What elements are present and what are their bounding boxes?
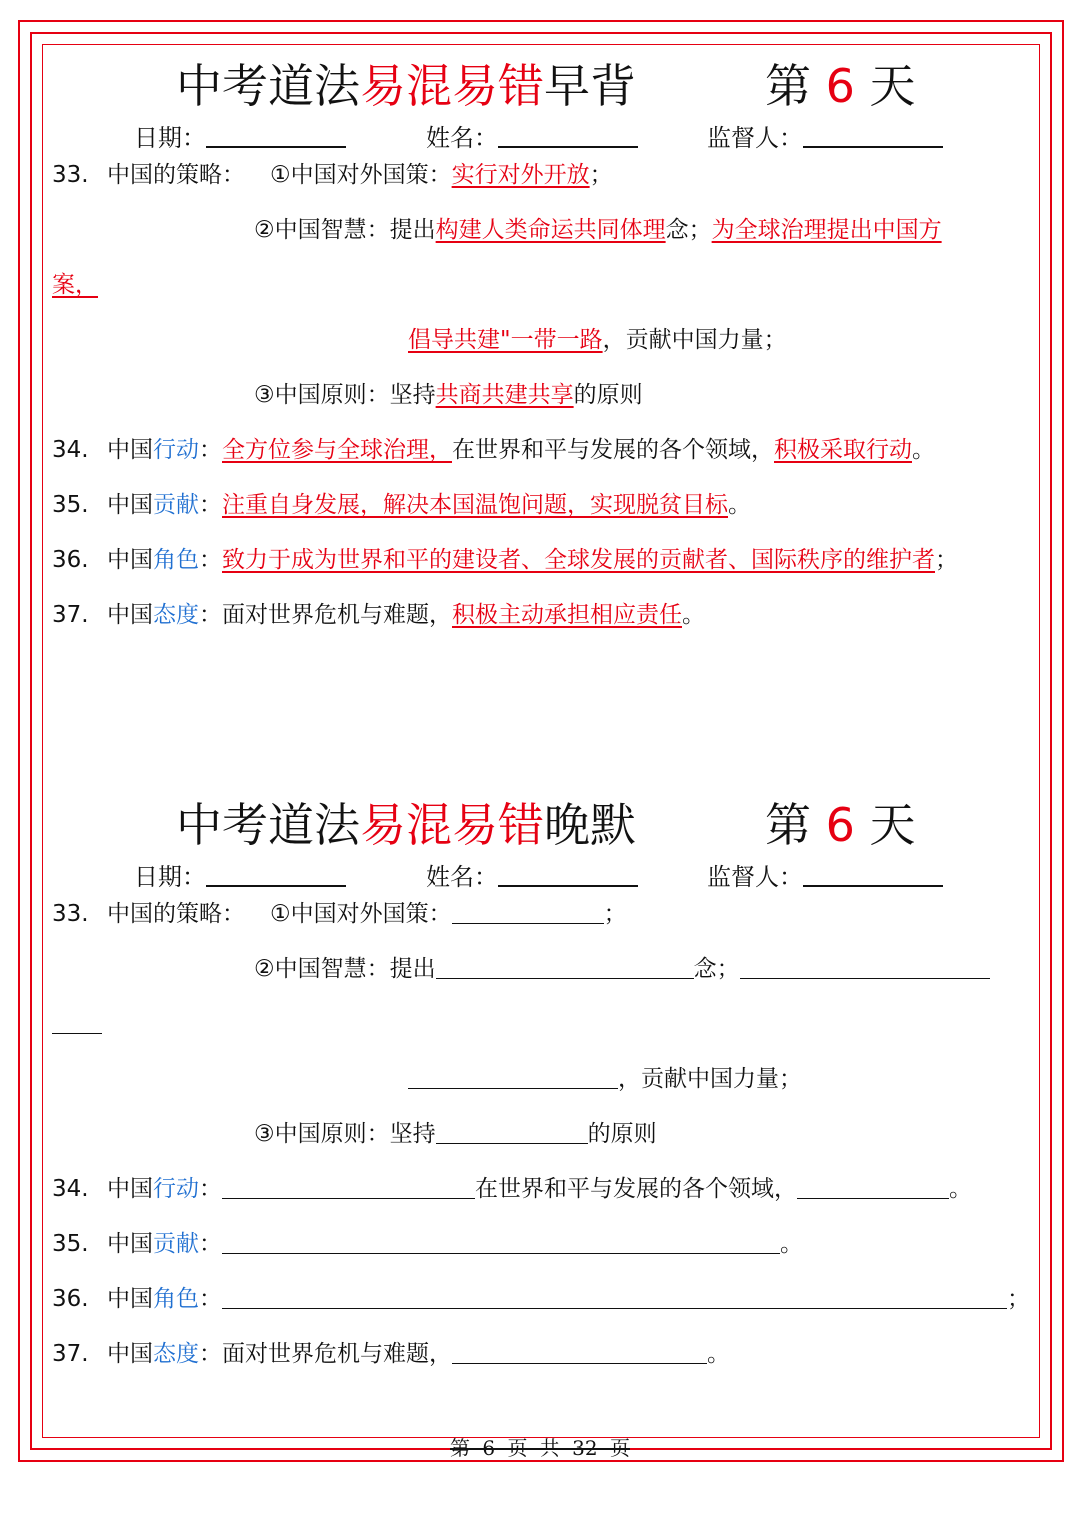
evening-header-fields — [0, 860, 1080, 894]
day-label: 第 6 天 — [765, 798, 916, 852]
answer-text: 案， — [52, 272, 98, 298]
keyword: 角色 — [153, 547, 199, 573]
fill-blank[interactable] — [436, 954, 694, 979]
date-label: 日期： — [134, 863, 206, 891]
q35-blank-line: 35. 中国贡献： 。 — [52, 1231, 803, 1257]
supervisor-field[interactable] — [803, 863, 943, 887]
answer-text: 共商共建共享 — [435, 382, 574, 408]
answer-text: 实行对外开放 — [451, 162, 590, 188]
fill-blank[interactable] — [222, 1174, 475, 1199]
fill-blank[interactable] — [52, 1009, 102, 1034]
q33-blank-line1: 33. 中国的策略： ①中国对外国策： ； — [52, 901, 627, 927]
q33-blank-line4: ，贡献中国力量； — [408, 1062, 802, 1096]
evening-title — [0, 795, 1080, 855]
keyword: 行动 — [153, 1176, 199, 1202]
answer-text: 积极主动承担相应责任 — [452, 602, 682, 628]
q37-blank-line: 37. 中国态度：面对世界危机与难题， 。 — [52, 1341, 730, 1367]
q34-line: 34. 中国行动：全方位参与全球治理，在世界和平与发展的各个领域，积极采取行动。 — [52, 437, 935, 463]
answer-text: 为全球治理提出中国方 — [711, 217, 942, 243]
title-text: 中考道法 — [176, 798, 360, 852]
name-label: 姓名： — [426, 124, 498, 152]
keyword: 贡献 — [153, 492, 199, 518]
supervisor-label: 监督人： — [707, 863, 803, 891]
fill-blank[interactable] — [797, 1174, 949, 1199]
title-highlight: 易混易错 — [360, 798, 544, 852]
q35-line: 35. 中国贡献：注重自身发展，解决本国温饱问题，实现脱贫目标。 — [52, 492, 751, 518]
answer-text: 构建人类命运共同体理 — [435, 217, 666, 243]
page-footer: 第 6 页 共 32 页 — [450, 1436, 630, 1460]
keyword: 角色 — [153, 1286, 199, 1312]
q33-line1: 33. 中国的策略： ①中国对外国策：实行对外开放； — [52, 162, 613, 188]
q33-line4: 倡导共建"一带一路，贡献中国力量； — [408, 327, 787, 353]
answer-text: 致力于成为世界和平的建设者、全球发展的贡献者、国际秩序的维护者 — [222, 547, 935, 573]
name-field[interactable] — [498, 863, 638, 887]
fill-blank[interactable] — [408, 1064, 618, 1089]
q33-blank-line3 — [52, 1007, 102, 1041]
keyword: 行动 — [153, 437, 199, 463]
name-label: 姓名： — [426, 863, 498, 891]
name-field[interactable] — [498, 124, 638, 148]
day-label: 第 6 天 — [765, 59, 916, 113]
supervisor-label: 监督人： — [707, 124, 803, 152]
morning-header-fields — [0, 121, 1080, 155]
q33-line5: ③中国原则：坚持共商共建共享的原则 — [254, 382, 643, 408]
date-field[interactable] — [206, 124, 346, 148]
q33-line2: ②中国智慧：提出构建人类命运共同体理念；为全球治理提出中国方 — [254, 217, 942, 243]
q34-blank-line: 34. 中国行动： 在世界和平与发展的各个领域， 。 — [52, 1176, 972, 1202]
q33-blank-line5: ③中国原则：坚持 的原则 — [254, 1121, 657, 1147]
date-field[interactable] — [206, 863, 346, 887]
day-number: 6 — [825, 798, 855, 852]
fill-blank[interactable] — [452, 899, 604, 924]
answer-text: 注重自身发展，解决本国温饱问题，实现脱贫目标 — [222, 492, 728, 518]
q36-blank-line: 36. 中国角色： ； — [52, 1286, 1030, 1312]
fill-blank[interactable] — [222, 1229, 780, 1254]
keyword: 态度 — [153, 1341, 199, 1367]
fill-blank[interactable] — [222, 1284, 1007, 1309]
day-number: 6 — [825, 59, 855, 113]
keyword: 贡献 — [153, 1231, 199, 1257]
q33-blank-line2: ②中国智慧：提出 念； — [254, 952, 990, 986]
title-suffix: 晚默 — [544, 798, 636, 852]
q36-line: 36. 中国角色：致力于成为世界和平的建设者、全球发展的贡献者、国际秩序的维护者； — [52, 547, 958, 573]
title-suffix: 早背 — [544, 59, 636, 113]
date-label: 日期： — [134, 124, 206, 152]
q33-line3 — [52, 268, 98, 302]
q37-line: 37. 中国态度：面对世界危机与难题，积极主动承担相应责任。 — [52, 602, 705, 628]
title-highlight: 易混易错 — [360, 59, 544, 113]
answer-text: 积极采取行动 — [774, 437, 912, 463]
supervisor-field[interactable] — [803, 124, 943, 148]
fill-blank[interactable] — [452, 1339, 707, 1364]
keyword: 态度 — [153, 602, 199, 628]
answer-text: 全方位参与全球治理， — [222, 437, 452, 463]
answer-text: 倡导共建"一带一路 — [408, 327, 603, 353]
morning-title — [0, 56, 1080, 116]
fill-blank[interactable] — [436, 1119, 588, 1144]
title-text: 中考道法 — [176, 59, 360, 113]
fill-blank[interactable] — [740, 954, 990, 979]
